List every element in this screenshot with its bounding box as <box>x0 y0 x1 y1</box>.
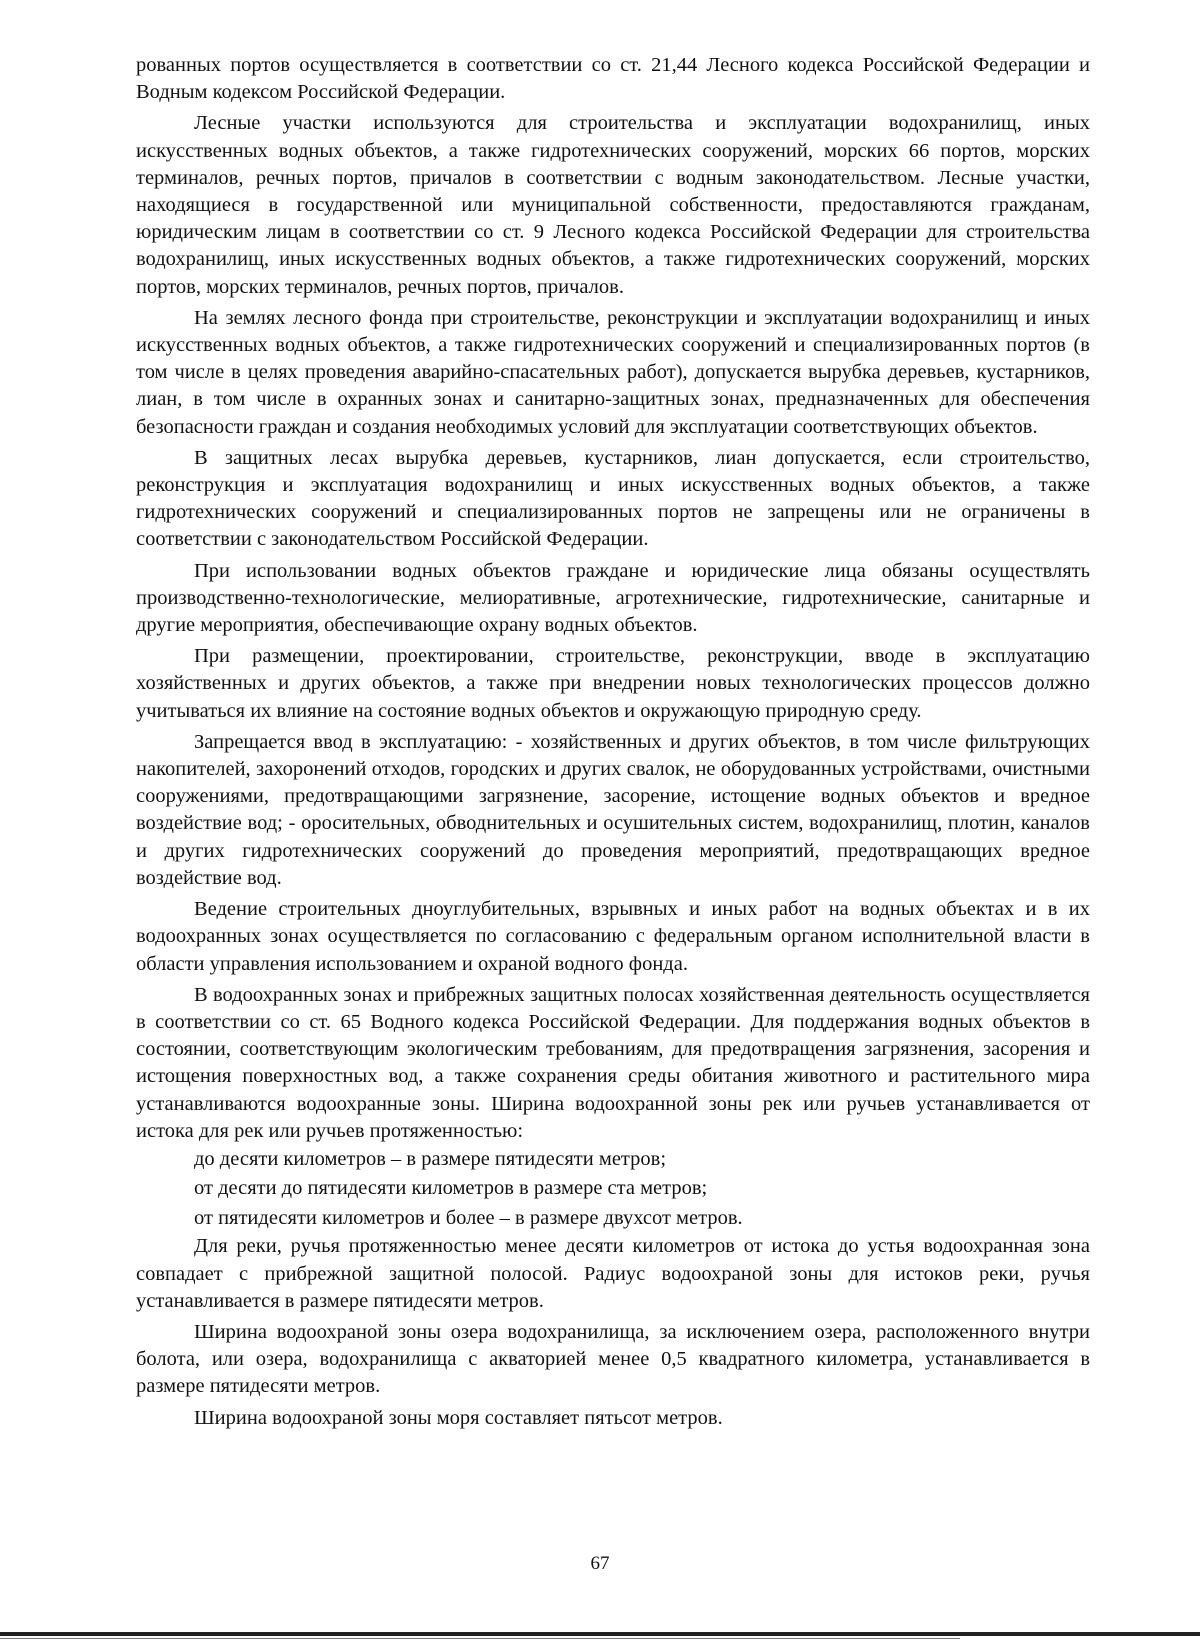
page-number: 67 <box>590 1553 610 1574</box>
bottom-border-shadow <box>0 1638 960 1639</box>
paragraph-protective-forests: В защитных лесах вырубка деревьев, кустарников, лиан допускается, если строительство, реконструкция и эксплуатация водохранилищ и иных искусственных водных объектов, а также гидротехнических сооружений и специализированных портов не запрещены или не ограничены в соответствии с законодательством Российской Федерации. <box>136 446 1090 551</box>
paragraph-dredging-works: Ведение строительных дноуглубительных, взрывных и иных работ на водных объектах и в их водоохранных зонах осуществляется по согласованию с федеральным органом исполнительной власти в области управления использованием и охраной водного фонда. <box>136 898 1090 975</box>
paragraph-sea-zone-width: Ширина водоохраной зоны моря составляет пятьсот метров. <box>194 1406 723 1429</box>
paragraph-ports-continuation: рованных портов осуществляется в соответствии со ст. 21,44 Лесного кодекса Российской Федерации и Водным кодексом Российской Федерации. <box>136 54 1090 104</box>
paragraph-water-protection-zones: В водоохранных зонах и прибрежных защитных полосах хозяйственная деятельность осуществляется в соответствии со ст. 65 Водного кодекса Российской Федерации. Для поддержания водных объектов в состоянии, соответствующим экологическим требованиям, для предотвращения загрязнения, засорения и истощения поверхностных вод, а также сохранения среды обитания животного и растительного мира устанавливаются водоохранные зоны. Ширина водоохранной зоны рек или ручьев устанавливается от истока для рек или ручьев протяженностью: <box>136 983 1090 1142</box>
paragraph-water-use-obligations: При использовании водных объектов граждане и юридические лица обязаны осуществлять производственно-технологические, мелиоративные, агротехнические, гидротехнические, санитарные и другие мероприятия, обеспечивающие охрану водных объектов. <box>136 559 1090 637</box>
paragraph-commissioning-prohibition: Запрещается ввод в эксплуатацию: - хозяйственных и других объектов, в том числе фильтрующих накопителей, захоронений отходов, городских и других свалок, не оборудованных устройствами, очистными сооружениями, предотвращающими загрязнение, засорение, истощение водных объектов и вредное воздействие вод; - оросительных, обводнительных и осушительных систем, водохранилищ, плотин, каналов и других гидротехнических сооружений до проведения мероприятий, предотвращающих вредное воздействие вод. <box>136 730 1090 889</box>
list-item: от пятидесяти километров и более – в размере двухсот метров. <box>194 1206 743 1229</box>
paragraph-forest-plots: Лесные участки используются для строительства и эксплуатации водохранилищ, иных искусственных водных объектов, а также гидротехнических сооружений, морских 66 портов, морских терминалов, речных портов, причалов в соответствии с водным законодательством. Лесные участки, находящиеся в государственной или муниципальной собственности, предоставляются гражданам, юридическим лицам в соответствии со ст. 9 Лесного кодекса Российской Федерации для строительства водохранилищ, иных искусственных водных объектов, а также гидротехнических сооружений, морских портов, морских терминалов, речных портов, причалов. <box>136 112 1090 298</box>
list-item: до десяти километров – в размере пятидесяти метров; <box>194 1147 667 1170</box>
list-item: от десяти до пятидесяти километров в размере ста метров; <box>194 1177 708 1200</box>
paragraph-lake-zone-width: Ширина водоохраной зоны озера водохранилища, за исключением озера, расположенного внутри болота, или озера, водохранилища с акваторией менее 0,5 квадратного километра, устанавливается в размере пятидесяти метров. <box>136 1321 1090 1398</box>
document-body <box>136 52 1090 1432</box>
paragraph-short-rivers: Для реки, ручья протяженностью менее десяти километров от истока до устья водоохранная зона совпадает с прибрежной защитной полосой. Радиус водоохраной зоны для истоков реки, ручья устанавливается в размере пятидесяти метров. <box>136 1235 1090 1312</box>
zone-width-list <box>136 1145 1090 1234</box>
paragraph-forest-fund-lands: На землях лесного фонда при строительстве, реконструкции и эксплуатации водохранилищ и иных искусственных водных объектов, а также гидротехнических сооружений и специализированных портов (в том числе в целях проведения аварийно-спасательных работ), допускается вырубка деревьев, кустарников, лиан, в том числе в охранных зонах и санитарно-защитных зонах, предназначенных для обеспечения безопасности граждан и создания необходимых условий для эксплуатации соответствующих объектов. <box>136 306 1090 438</box>
paragraph-placement-design: При размещении, проектировании, строительстве, реконструкции, вводе в эксплуатацию хозяйственных и других объектов, а также при внедрении новых технологических процессов должно учитываться их влияние на состояние водных объектов и окружающую природную среду. <box>136 645 1090 722</box>
bottom-border-line <box>0 1632 1200 1636</box>
